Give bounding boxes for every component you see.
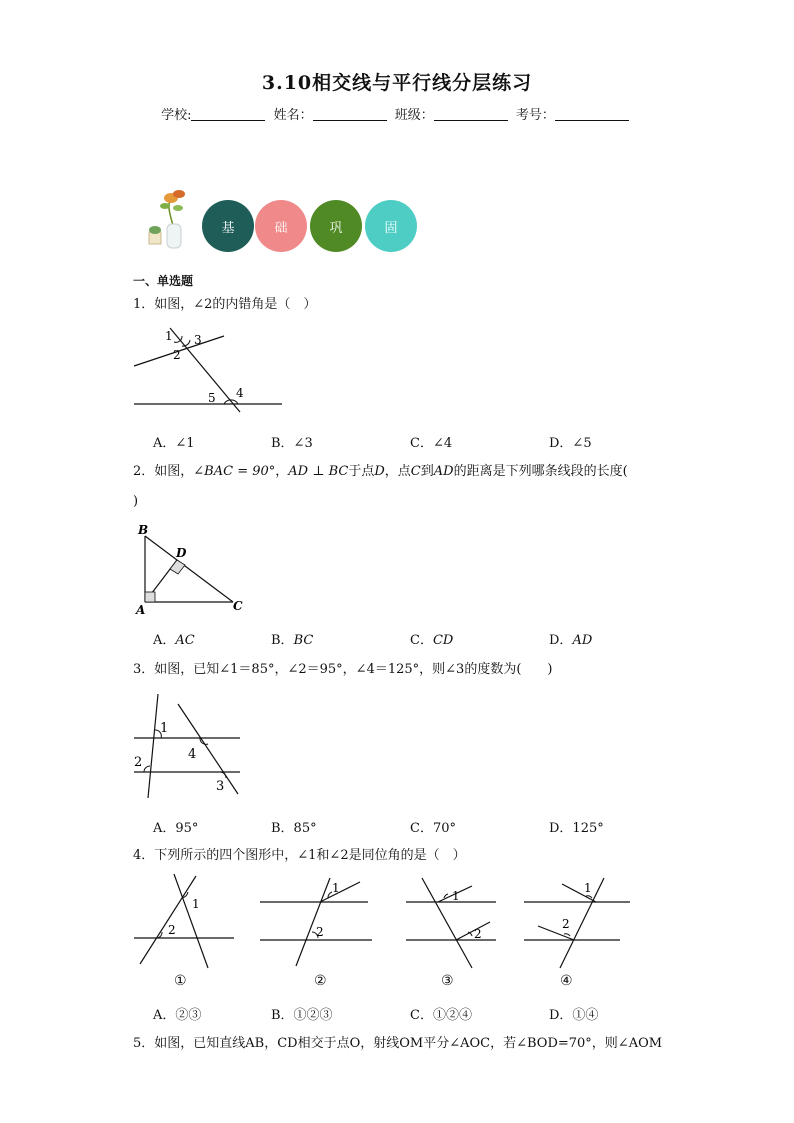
q4-f4-angle-1: 1	[584, 881, 592, 895]
name-blank[interactable]	[313, 108, 387, 121]
section-heading: 一、单选题	[133, 274, 194, 288]
q3-option-a[interactable]: A．95°	[153, 821, 199, 836]
q2-figure	[133, 522, 253, 614]
q3-angle-3: 3	[216, 779, 225, 794]
q2-option-d[interactable]	[549, 629, 592, 648]
q1-option-d[interactable]: D．∠5	[549, 436, 592, 451]
q2-text: 的距离是下列哪条线段的长度(	[453, 464, 628, 479]
class-blank[interactable]	[434, 108, 508, 121]
q1-figure	[130, 322, 290, 414]
q1-angle-1: 1	[165, 329, 173, 343]
option-letter: C．	[410, 633, 433, 648]
q2-point-d: D	[374, 464, 385, 479]
q2-option-c[interactable]	[410, 629, 453, 648]
q2-option-a[interactable]	[153, 629, 195, 648]
option-letter: B．	[271, 633, 294, 648]
question-2-stem	[133, 462, 663, 482]
q3-option-b[interactable]: B．85°	[271, 821, 317, 836]
q2-text: 于点	[348, 464, 375, 479]
exam-no-blank[interactable]	[555, 108, 629, 121]
q3-angle-1: 1	[160, 721, 169, 736]
option-value: AD	[572, 633, 593, 648]
q3-option-c[interactable]: C．70°	[410, 821, 456, 836]
q2-expr-angle: ∠BAC = 90°	[193, 464, 276, 479]
q4-figure-3	[402, 870, 502, 970]
option-value: BC	[293, 633, 314, 648]
student-info-line	[0, 104, 794, 123]
q4-option-a[interactable]: A．②③	[153, 1008, 202, 1023]
q4-figure-1-label: ①	[174, 973, 187, 989]
question-1-stem: 1．如图，∠2的内错角是（ ）	[133, 297, 317, 312]
q2-text: ，点	[384, 464, 411, 479]
q1-option-b[interactable]: B．∠3	[271, 436, 313, 451]
q1-option-c[interactable]: C．∠4	[410, 436, 453, 451]
q4-option-d[interactable]: D．①④	[549, 1008, 599, 1023]
q2-point-c: C	[410, 464, 421, 479]
q1-angle-2: 2	[173, 348, 181, 362]
q2-text: 2．如图，	[133, 464, 194, 479]
class-label: 班级：	[394, 108, 434, 123]
q2-segment-ad: AD	[433, 464, 454, 479]
q2-option-b[interactable]	[271, 629, 313, 648]
badge-label: 巩	[329, 220, 343, 236]
q4-figure-3-label: ③	[441, 973, 454, 989]
option-value: AC	[175, 633, 195, 648]
q4-figure-4-label: ④	[560, 973, 573, 989]
question-4-stem: 4．下列所示的四个图形中，∠1和∠2是同位角的是（ ）	[133, 848, 466, 863]
badge-ji	[202, 200, 254, 252]
q2-label-d: D	[176, 546, 187, 560]
option-value: CD	[432, 633, 454, 648]
badge-gu	[365, 200, 417, 252]
q4-option-b[interactable]: B．①②③	[271, 1008, 333, 1023]
q2-text: 到	[420, 464, 434, 479]
q4-figure-2	[256, 870, 376, 970]
q2-label-c: C	[233, 599, 243, 613]
q2-label-a: A	[136, 603, 146, 614]
q2-text: ，	[275, 464, 289, 479]
q4-f2-angle-1: 1	[332, 881, 340, 895]
question-3-stem: 3．如图，已知∠1＝85°，∠2＝95°，∠4＝125°，则∠3的度数为( )	[133, 662, 553, 677]
question-2-stem-cont: )	[133, 494, 139, 509]
q4-figure-4	[520, 870, 635, 970]
question-5-stem: 5．如图，已知直线AB，CD相交于点O，射线OM平分∠AOC，若∠BOD=70°，则∠AOM	[133, 1036, 663, 1051]
school-label: 学校:	[161, 108, 192, 123]
q1-angle-4: 4	[236, 386, 244, 400]
badge-chu	[255, 200, 307, 252]
school-blank[interactable]	[191, 108, 265, 121]
badge-label: 基	[221, 220, 235, 236]
badge-label: 固	[384, 220, 398, 236]
q3-angle-2: 2	[134, 755, 143, 770]
name-label: 姓名：	[273, 108, 313, 123]
q4-f2-angle-2: 2	[316, 925, 324, 939]
option-letter: A．	[153, 633, 176, 648]
q3-figure	[130, 690, 245, 802]
q4-figure-1	[130, 870, 240, 970]
q1-angle-5: 5	[208, 391, 216, 405]
badge-label: 础	[274, 220, 288, 236]
q4-f3-angle-2: 2	[474, 927, 482, 941]
q3-angle-4: 4	[188, 747, 197, 762]
q2-expr-perp: AD ⊥ BC	[288, 464, 349, 479]
q4-f1-angle-2: 2	[168, 923, 176, 937]
q4-f4-angle-2: 2	[562, 917, 570, 931]
q4-f1-angle-1: 1	[192, 897, 200, 911]
q3-option-d[interactable]: D．125°	[549, 821, 604, 836]
q4-f3-angle-1: 1	[452, 889, 460, 903]
page-title: 3.10相交线与平行线分层练习	[261, 72, 533, 94]
q1-angle-3: 3	[194, 333, 202, 347]
option-letter: D．	[549, 633, 573, 648]
exam-no-label: 考号：	[515, 108, 555, 123]
q2-label-b: B	[138, 523, 149, 537]
plant-vase-icon	[143, 186, 199, 252]
badge-gong	[310, 200, 362, 252]
q4-figure-2-label: ②	[314, 973, 327, 989]
q4-option-c[interactable]: C．①②④	[410, 1008, 472, 1023]
q1-option-a[interactable]: A．∠1	[153, 436, 195, 451]
